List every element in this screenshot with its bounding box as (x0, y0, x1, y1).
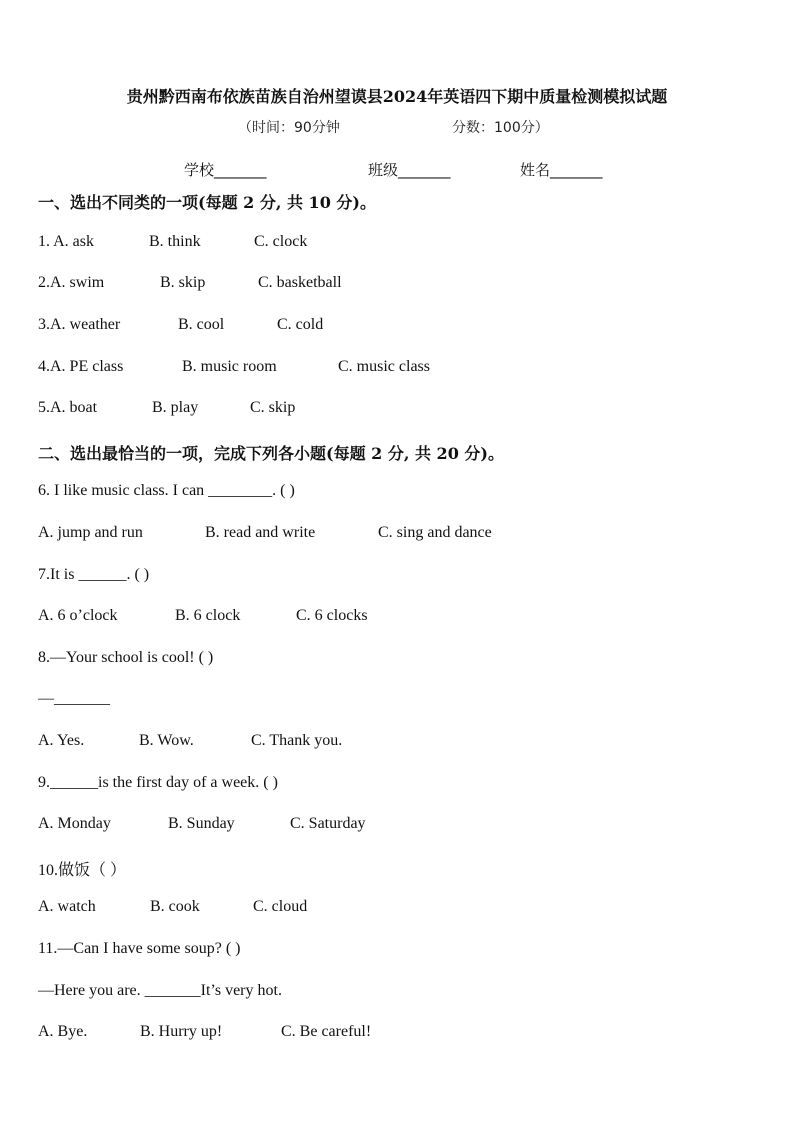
q9-stem: 9.______is the first day of a week. ( ) (38, 774, 278, 791)
q6-option-b: B. read and write (205, 524, 316, 541)
q5-option-c: C. skip (250, 399, 296, 416)
q7-option-b: B. 6 clock (175, 607, 241, 624)
q11-option-a: A. Bye. (38, 1023, 88, 1040)
q8-option-a: A. Yes. (38, 732, 85, 749)
section1-heading: 一、选出不同类的一项(每题 2 分, 共 10 分)。 (38, 193, 376, 212)
q7-option-a: A. 6 o’clock (38, 607, 118, 624)
q3-option-b: B. cool (178, 316, 225, 333)
exam-time: （时间：90分钟 (238, 120, 340, 136)
q3-option-c: C. cold (277, 316, 324, 333)
q8-option-b: B. Wow. (139, 732, 194, 749)
q11-option-b: B. Hurry up! (140, 1023, 223, 1040)
q3-option-a: 3.A. weather (38, 316, 121, 333)
q9-option-a: A. Monday (38, 815, 111, 832)
q6-option-a: A. jump and run (38, 524, 143, 541)
q11-stem: 11.—Can I have some soup? ( ) (38, 940, 241, 957)
class-field: 班级_______ (368, 161, 451, 179)
q10-option-c: C. cloud (253, 898, 308, 915)
q4-option-c: C. music class (338, 358, 430, 375)
q7-option-c: C. 6 clocks (296, 607, 368, 624)
q5-option-b: B. play (152, 399, 199, 416)
q9-option-b: B. Sunday (168, 815, 235, 832)
q9-option-c: C. Saturday (290, 815, 366, 832)
q7-stem: 7.It is ______. ( ) (38, 566, 150, 583)
q2-option-a: 2.A. swim (38, 274, 105, 291)
q10-stem: 10.做饭（ ） (38, 862, 127, 879)
q4-option-a: 4.A. PE class (38, 358, 124, 375)
q8-option-c: C. Thank you. (251, 732, 343, 749)
exam-title: 贵州黔西南布依族苗族自治州望谟县2024年英语四下期中质量检测模拟试题 (126, 87, 668, 106)
q11-option-c: C. Be careful! (281, 1023, 372, 1040)
name-field: 姓名_______ (520, 161, 603, 179)
q5-option-a: 5.A. boat (38, 399, 98, 416)
q10-option-b: B. cook (150, 898, 200, 915)
q1-option-b: B. think (149, 233, 201, 250)
q6-option-c: C. sing and dance (378, 524, 492, 541)
q2-option-c: C. basketball (258, 274, 342, 291)
q6-stem: 6. I like music class. I can ________. ( ) (38, 482, 295, 499)
exam-score: 分数：100分） (452, 120, 549, 136)
q1-option-a: 1. A. ask (38, 233, 94, 250)
q10-option-a: A. watch (38, 898, 96, 915)
q11-stem-reply: —Here you are. _______It’s very hot. (38, 982, 282, 999)
q8-stem: 8.—Your school is cool! ( ) (38, 649, 214, 666)
q8-stem-reply: —_______ (38, 690, 110, 707)
school-field: 学校_______ (184, 161, 267, 179)
q4-option-b: B. music room (182, 358, 277, 375)
section2-heading: 二、选出最恰当的一项，完成下列各小题(每题 2 分, 共 20 分)。 (38, 444, 504, 463)
q1-option-c: C. clock (254, 233, 308, 250)
q2-option-b: B. skip (160, 274, 206, 291)
